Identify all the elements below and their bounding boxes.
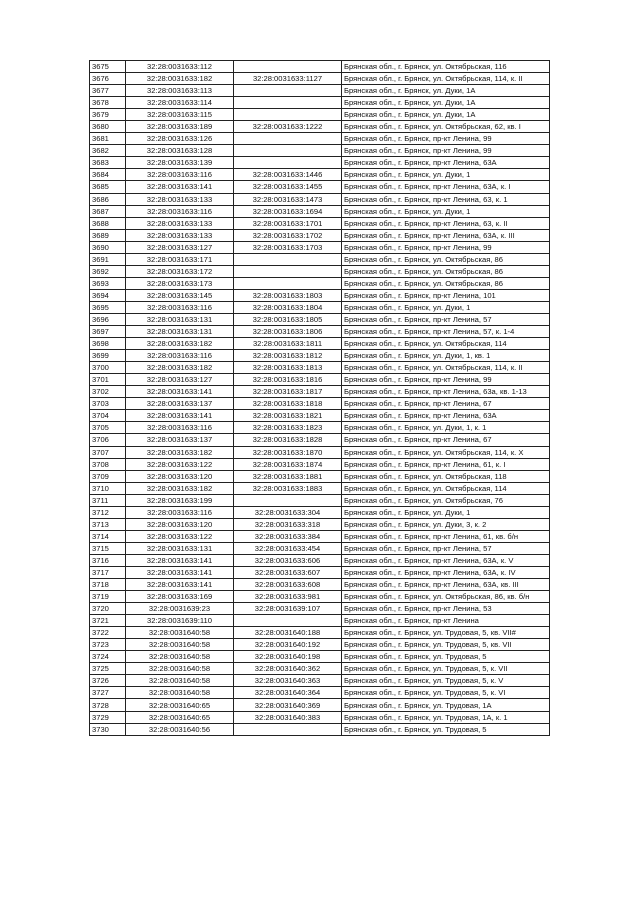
address-cell: Брянская обл., г. Брянск, пр-кт Ленина, 63, к. II (342, 217, 550, 229)
land-cadastral-number-cell: 32:28:0031633:127 (126, 374, 234, 386)
table-row (90, 229, 550, 241)
row-number-cell: 3723 (90, 639, 126, 651)
address-cell: Брянская обл., г. Брянск, ул. Трудовая, 1А (342, 699, 550, 711)
table-row (90, 121, 550, 133)
row-number-cell: 3679 (90, 109, 126, 121)
address-cell: Брянская обл., г. Брянск, ул. Октябрьская, 86 (342, 277, 550, 289)
land-cadastral-number-cell: 32:28:0031633:141 (126, 579, 234, 591)
object-cadastral-number-cell: 32:28:0031633:1881 (234, 470, 342, 482)
row-number-cell: 3722 (90, 627, 126, 639)
object-cadastral-number-cell (234, 85, 342, 97)
land-cadastral-number-cell: 32:28:0031640:65 (126, 699, 234, 711)
address-cell: Брянская обл., г. Брянск, ул. Октябрьская, 114, к. II (342, 362, 550, 374)
land-cadastral-number-cell: 32:28:0031639:110 (126, 615, 234, 627)
object-cadastral-number-cell: 32:28:0031633:384 (234, 530, 342, 542)
object-cadastral-number-cell: 32:28:0031633:1446 (234, 169, 342, 181)
land-cadastral-number-cell: 32:28:0031640:58 (126, 675, 234, 687)
row-number-cell: 3684 (90, 169, 126, 181)
object-cadastral-number-cell: 32:28:0031640:192 (234, 639, 342, 651)
address-cell: Брянская обл., г. Брянск, ул. Октябрьская, 86 (342, 265, 550, 277)
land-cadastral-number-cell: 32:28:0031633:182 (126, 73, 234, 85)
row-number-cell: 3677 (90, 85, 126, 97)
address-cell: Брянская обл., г. Брянск, пр-кт Ленина, 63А, кв. III (342, 579, 550, 591)
land-cadastral-number-cell: 32:28:0031633:126 (126, 133, 234, 145)
land-cadastral-number-cell: 32:28:0031639:23 (126, 603, 234, 615)
address-cell: Брянская обл., г. Брянск, пр-кт Ленина, 101 (342, 289, 550, 301)
table-row (90, 277, 550, 289)
land-cadastral-number-cell: 32:28:0031633:120 (126, 470, 234, 482)
object-cadastral-number-cell (234, 253, 342, 265)
address-cell: Брянская обл., г. Брянск, ул. Октябрьская, 76 (342, 494, 550, 506)
land-cadastral-number-cell: 32:28:0031633:114 (126, 97, 234, 109)
table-row (90, 97, 550, 109)
row-number-cell: 3706 (90, 434, 126, 446)
table-row (90, 169, 550, 181)
address-cell: Брянская обл., г. Брянск, ул. Октябрьская, 114, к. X (342, 446, 550, 458)
land-cadastral-number-cell: 32:28:0031633:137 (126, 434, 234, 446)
row-number-cell: 3709 (90, 470, 126, 482)
table-row (90, 145, 550, 157)
land-cadastral-number-cell: 32:28:0031633:182 (126, 338, 234, 350)
object-cadastral-number-cell: 32:28:0031633:1828 (234, 434, 342, 446)
object-cadastral-number-cell: 32:28:0031633:1818 (234, 398, 342, 410)
table-row (90, 410, 550, 422)
land-cadastral-number-cell: 32:28:0031633:173 (126, 277, 234, 289)
land-cadastral-number-cell: 32:28:0031633:139 (126, 157, 234, 169)
object-cadastral-number-cell: 32:28:0031640:362 (234, 663, 342, 675)
table-row (90, 615, 550, 627)
land-cadastral-number-cell: 32:28:0031633:116 (126, 422, 234, 434)
object-cadastral-number-cell: 32:28:0031633:981 (234, 591, 342, 603)
table-row (90, 338, 550, 350)
address-cell: Брянская обл., г. Брянск, ул. Октябрьская, 116 (342, 61, 550, 73)
table-row (90, 542, 550, 554)
object-cadastral-number-cell: 32:28:0031640:364 (234, 687, 342, 699)
object-cadastral-number-cell: 32:28:0031633:608 (234, 579, 342, 591)
object-cadastral-number-cell: 32:28:0031633:1811 (234, 338, 342, 350)
row-number-cell: 3692 (90, 265, 126, 277)
object-cadastral-number-cell: 32:28:0031640:363 (234, 675, 342, 687)
land-cadastral-number-cell: 32:28:0031633:115 (126, 109, 234, 121)
table-row (90, 554, 550, 566)
object-cadastral-number-cell: 32:28:0031640:198 (234, 651, 342, 663)
address-cell: Брянская обл., г. Брянск, ул. Трудовая, 5, к. VII (342, 663, 550, 675)
row-number-cell: 3682 (90, 145, 126, 157)
address-cell: Брянская обл., г. Брянск, ул. Октябрьская, 114 (342, 338, 550, 350)
row-number-cell: 3705 (90, 422, 126, 434)
object-cadastral-number-cell (234, 265, 342, 277)
land-cadastral-number-cell: 32:28:0031633:145 (126, 289, 234, 301)
row-number-cell: 3712 (90, 506, 126, 518)
table-row (90, 422, 550, 434)
table-row (90, 603, 550, 615)
object-cadastral-number-cell: 32:28:0031633:1805 (234, 313, 342, 325)
table-row (90, 651, 550, 663)
row-number-cell: 3719 (90, 591, 126, 603)
land-cadastral-number-cell: 32:28:0031633:131 (126, 542, 234, 554)
object-cadastral-number-cell: 32:28:0031633:1703 (234, 241, 342, 253)
address-cell: Брянская обл., г. Брянск, ул. Трудовая, 1А, к. 1 (342, 711, 550, 723)
land-cadastral-number-cell: 32:28:0031633:141 (126, 554, 234, 566)
address-cell: Брянская обл., г. Брянск, ул. Октябрьская, 114, к. II (342, 73, 550, 85)
address-cell: Брянская обл., г. Брянск, пр-кт Ленина, 99 (342, 241, 550, 253)
land-cadastral-number-cell: 32:28:0031633:169 (126, 591, 234, 603)
land-cadastral-number-cell: 32:28:0031633:131 (126, 313, 234, 325)
table-row (90, 109, 550, 121)
table-row (90, 85, 550, 97)
land-cadastral-number-cell: 32:28:0031633:141 (126, 181, 234, 193)
table-row (90, 217, 550, 229)
object-cadastral-number-cell: 32:28:0031633:1816 (234, 374, 342, 386)
address-cell: Брянская обл., г. Брянск, пр-кт Ленина, 61, кв. б/н (342, 530, 550, 542)
row-number-cell: 3721 (90, 615, 126, 627)
row-number-cell: 3688 (90, 217, 126, 229)
row-number-cell: 3715 (90, 542, 126, 554)
row-number-cell: 3727 (90, 687, 126, 699)
row-number-cell: 3707 (90, 446, 126, 458)
address-cell: Брянская обл., г. Брянск, пр-кт Ленина, 99 (342, 374, 550, 386)
land-cadastral-number-cell: 32:28:0031633:141 (126, 410, 234, 422)
row-number-cell: 3678 (90, 97, 126, 109)
object-cadastral-number-cell: 32:28:0031639:107 (234, 603, 342, 615)
object-cadastral-number-cell: 32:28:0031633:1870 (234, 446, 342, 458)
address-cell: Брянская обл., г. Брянск, пр-кт Ленина, 63А, к. I (342, 181, 550, 193)
table-row (90, 639, 550, 651)
row-number-cell: 3686 (90, 193, 126, 205)
address-cell: Брянская обл., г. Брянск, пр-кт Ленина, 63А, к. III (342, 229, 550, 241)
row-number-cell: 3685 (90, 181, 126, 193)
address-cell: Брянская обл., г. Брянск, ул. Октябрьская, 86, кв. б/н (342, 591, 550, 603)
row-number-cell: 3720 (90, 603, 126, 615)
address-cell: Брянская обл., г. Брянск, ул. Октябрьская, 114 (342, 482, 550, 494)
row-number-cell: 3700 (90, 362, 126, 374)
object-cadastral-number-cell (234, 615, 342, 627)
table-row (90, 157, 550, 169)
address-cell: Брянская обл., г. Брянск, пр-кт Ленина, 63А (342, 157, 550, 169)
object-cadastral-number-cell: 32:28:0031633:1701 (234, 217, 342, 229)
land-cadastral-number-cell: 32:28:0031633:128 (126, 145, 234, 157)
table-row (90, 289, 550, 301)
table-row (90, 627, 550, 639)
address-cell: Брянская обл., г. Брянск, пр-кт Ленина, 57 (342, 542, 550, 554)
address-cell: Брянская обл., г. Брянск, пр-кт Ленина, 67 (342, 398, 550, 410)
object-cadastral-number-cell: 32:28:0031633:1804 (234, 301, 342, 313)
row-number-cell: 3694 (90, 289, 126, 301)
row-number-cell: 3729 (90, 711, 126, 723)
table-row (90, 61, 550, 73)
object-cadastral-number-cell: 32:28:0031633:1455 (234, 181, 342, 193)
table-row (90, 253, 550, 265)
row-number-cell: 3724 (90, 651, 126, 663)
row-number-cell: 3676 (90, 73, 126, 85)
table-row (90, 350, 550, 362)
address-cell: Брянская обл., г. Брянск, ул. Дуки, 1 (342, 301, 550, 313)
land-cadastral-number-cell: 32:28:0031640:65 (126, 711, 234, 723)
table-row (90, 711, 550, 723)
row-number-cell: 3702 (90, 386, 126, 398)
row-number-cell: 3689 (90, 229, 126, 241)
table-row (90, 470, 550, 482)
row-number-cell: 3680 (90, 121, 126, 133)
object-cadastral-number-cell: 32:28:0031633:454 (234, 542, 342, 554)
land-cadastral-number-cell: 32:28:0031633:120 (126, 518, 234, 530)
object-cadastral-number-cell (234, 723, 342, 735)
address-cell: Брянская обл., г. Брянск, ул. Трудовая, 5 (342, 651, 550, 663)
table-row (90, 326, 550, 338)
land-cadastral-number-cell: 32:28:0031633:116 (126, 301, 234, 313)
object-cadastral-number-cell: 32:28:0031633:1127 (234, 73, 342, 85)
table-row (90, 482, 550, 494)
row-number-cell: 3696 (90, 313, 126, 325)
table-row (90, 73, 550, 85)
land-cadastral-number-cell: 32:28:0031633:171 (126, 253, 234, 265)
object-cadastral-number-cell (234, 157, 342, 169)
row-number-cell: 3695 (90, 301, 126, 313)
land-cadastral-number-cell: 32:28:0031633:182 (126, 446, 234, 458)
row-number-cell: 3691 (90, 253, 126, 265)
row-number-cell: 3690 (90, 241, 126, 253)
land-cadastral-number-cell: 32:28:0031633:133 (126, 217, 234, 229)
land-cadastral-number-cell: 32:28:0031633:141 (126, 386, 234, 398)
table-row (90, 530, 550, 542)
address-cell: Брянская обл., г. Брянск, ул. Дуки, 1, к. 1 (342, 422, 550, 434)
row-number-cell: 3704 (90, 410, 126, 422)
row-number-cell: 3713 (90, 518, 126, 530)
object-cadastral-number-cell: 32:28:0031633:1702 (234, 229, 342, 241)
land-cadastral-number-cell: 32:28:0031633:113 (126, 85, 234, 97)
address-cell: Брянская обл., г. Брянск, пр-кт Ленина, 61, к. I (342, 458, 550, 470)
address-cell: Брянская обл., г. Брянск, пр-кт Ленина, 57 (342, 313, 550, 325)
address-cell: Брянская обл., г. Брянск, пр-кт Ленина, 57, к. 1-4 (342, 326, 550, 338)
row-number-cell: 3710 (90, 482, 126, 494)
land-cadastral-number-cell: 32:28:0031640:58 (126, 639, 234, 651)
table-row (90, 398, 550, 410)
object-cadastral-number-cell: 32:28:0031633:1817 (234, 386, 342, 398)
register-table (89, 60, 550, 736)
object-cadastral-number-cell: 32:28:0031633:1806 (234, 326, 342, 338)
row-number-cell: 3701 (90, 374, 126, 386)
row-number-cell: 3717 (90, 566, 126, 578)
land-cadastral-number-cell: 32:28:0031640:58 (126, 687, 234, 699)
object-cadastral-number-cell: 32:28:0031633:1473 (234, 193, 342, 205)
land-cadastral-number-cell: 32:28:0031640:58 (126, 651, 234, 663)
address-cell: Брянская обл., г. Брянск, пр-кт Ленина, 63а, кв. 1-13 (342, 386, 550, 398)
land-cadastral-number-cell: 32:28:0031633:122 (126, 530, 234, 542)
land-cadastral-number-cell: 32:28:0031633:199 (126, 494, 234, 506)
row-number-cell: 3683 (90, 157, 126, 169)
address-cell: Брянская обл., г. Брянск, пр-кт Ленина, 63А, к. V (342, 554, 550, 566)
row-number-cell: 3687 (90, 205, 126, 217)
object-cadastral-number-cell (234, 145, 342, 157)
land-cadastral-number-cell: 32:28:0031633:112 (126, 61, 234, 73)
row-number-cell: 3730 (90, 723, 126, 735)
address-cell: Брянская обл., г. Брянск, ул. Трудовая, 5, кв. VII (342, 639, 550, 651)
land-cadastral-number-cell: 32:28:0031633:116 (126, 169, 234, 181)
address-cell: Брянская обл., г. Брянск, ул. Трудовая, 5 (342, 723, 550, 735)
land-cadastral-number-cell: 32:28:0031633:182 (126, 362, 234, 374)
address-cell: Брянская обл., г. Брянск, ул. Октябрьская, 118 (342, 470, 550, 482)
row-number-cell: 3716 (90, 554, 126, 566)
address-cell: Брянская обл., г. Брянск, ул. Трудовая, 5, кв. VII# (342, 627, 550, 639)
object-cadastral-number-cell (234, 277, 342, 289)
object-cadastral-number-cell: 32:28:0031640:369 (234, 699, 342, 711)
address-cell: Брянская обл., г. Брянск, пр-кт Ленина, 67 (342, 434, 550, 446)
table-row (90, 181, 550, 193)
address-cell: Брянская обл., г. Брянск, пр-кт Ленина (342, 615, 550, 627)
table-row (90, 518, 550, 530)
address-cell: Брянская обл., г. Брянск, ул. Трудовая, 5, к. V (342, 675, 550, 687)
land-cadastral-number-cell: 32:28:0031633:131 (126, 326, 234, 338)
address-cell: Брянская обл., г. Брянск, ул. Дуки, 1А (342, 97, 550, 109)
row-number-cell: 3675 (90, 61, 126, 73)
row-number-cell: 3711 (90, 494, 126, 506)
object-cadastral-number-cell: 32:28:0031633:318 (234, 518, 342, 530)
row-number-cell: 3699 (90, 350, 126, 362)
address-cell: Брянская обл., г. Брянск, ул. Трудовая, 5, к. VI (342, 687, 550, 699)
table-row (90, 458, 550, 470)
object-cadastral-number-cell: 32:28:0031633:304 (234, 506, 342, 518)
object-cadastral-number-cell: 32:28:0031633:1874 (234, 458, 342, 470)
object-cadastral-number-cell: 32:28:0031633:1813 (234, 362, 342, 374)
table-row (90, 675, 550, 687)
address-cell: Брянская обл., г. Брянск, пр-кт Ленина, 53 (342, 603, 550, 615)
table-row (90, 313, 550, 325)
table-row (90, 374, 550, 386)
land-cadastral-number-cell: 32:28:0031633:116 (126, 205, 234, 217)
address-cell: Брянская обл., г. Брянск, пр-кт Ленина, 99 (342, 145, 550, 157)
table-row (90, 699, 550, 711)
object-cadastral-number-cell: 32:28:0031640:188 (234, 627, 342, 639)
table-row (90, 301, 550, 313)
row-number-cell: 3703 (90, 398, 126, 410)
address-cell: Брянская обл., г. Брянск, ул. Дуки, 3, к. 2 (342, 518, 550, 530)
row-number-cell: 3693 (90, 277, 126, 289)
table-row (90, 506, 550, 518)
row-number-cell: 3681 (90, 133, 126, 145)
land-cadastral-number-cell: 32:28:0031633:141 (126, 566, 234, 578)
table-row (90, 723, 550, 735)
address-cell: Брянская обл., г. Брянск, ул. Октябрьская, 62, кв. I (342, 121, 550, 133)
table-row (90, 193, 550, 205)
table-row (90, 265, 550, 277)
land-cadastral-number-cell: 32:28:0031633:122 (126, 458, 234, 470)
address-cell: Брянская обл., г. Брянск, пр-кт Ленина, 99 (342, 133, 550, 145)
object-cadastral-number-cell: 32:28:0031633:1803 (234, 289, 342, 301)
object-cadastral-number-cell (234, 61, 342, 73)
object-cadastral-number-cell (234, 133, 342, 145)
land-cadastral-number-cell: 32:28:0031633:133 (126, 193, 234, 205)
table-row (90, 687, 550, 699)
address-cell: Брянская обл., г. Брянск, ул. Дуки, 1 (342, 506, 550, 518)
address-cell: Брянская обл., г. Брянск, пр-кт Ленина, 63, к. 1 (342, 193, 550, 205)
land-cadastral-number-cell: 32:28:0031640:56 (126, 723, 234, 735)
land-cadastral-number-cell: 32:28:0031633:172 (126, 265, 234, 277)
object-cadastral-number-cell (234, 97, 342, 109)
table-row (90, 566, 550, 578)
row-number-cell: 3726 (90, 675, 126, 687)
row-number-cell: 3697 (90, 326, 126, 338)
object-cadastral-number-cell: 32:28:0031633:1222 (234, 121, 342, 133)
table-row (90, 205, 550, 217)
row-number-cell: 3725 (90, 663, 126, 675)
table-row (90, 579, 550, 591)
object-cadastral-number-cell: 32:28:0031633:607 (234, 566, 342, 578)
object-cadastral-number-cell: 32:28:0031640:383 (234, 711, 342, 723)
land-cadastral-number-cell: 32:28:0031633:116 (126, 350, 234, 362)
object-cadastral-number-cell (234, 494, 342, 506)
land-cadastral-number-cell: 32:28:0031633:189 (126, 121, 234, 133)
land-cadastral-number-cell: 32:28:0031633:182 (126, 482, 234, 494)
land-cadastral-number-cell: 32:28:0031633:133 (126, 229, 234, 241)
address-cell: Брянская обл., г. Брянск, ул. Дуки, 1А (342, 85, 550, 97)
row-number-cell: 3708 (90, 458, 126, 470)
table-row (90, 386, 550, 398)
land-cadastral-number-cell: 32:28:0031633:127 (126, 241, 234, 253)
object-cadastral-number-cell: 32:28:0031633:1821 (234, 410, 342, 422)
table-row (90, 494, 550, 506)
row-number-cell: 3728 (90, 699, 126, 711)
object-cadastral-number-cell: 32:28:0031633:1883 (234, 482, 342, 494)
table-row (90, 133, 550, 145)
table-row (90, 663, 550, 675)
address-cell: Брянская обл., г. Брянск, ул. Дуки, 1А (342, 109, 550, 121)
object-cadastral-number-cell: 32:28:0031633:1812 (234, 350, 342, 362)
row-number-cell: 3698 (90, 338, 126, 350)
land-cadastral-number-cell: 32:28:0031640:58 (126, 663, 234, 675)
land-cadastral-number-cell: 32:28:0031640:58 (126, 627, 234, 639)
table-row (90, 241, 550, 253)
land-cadastral-number-cell: 32:28:0031633:116 (126, 506, 234, 518)
table-row (90, 362, 550, 374)
address-cell: Брянская обл., г. Брянск, ул. Дуки, 1 (342, 169, 550, 181)
address-cell: Брянская обл., г. Брянск, пр-кт Ленина, 63А, к. IV (342, 566, 550, 578)
row-number-cell: 3718 (90, 579, 126, 591)
register-table-body (90, 61, 550, 736)
address-cell: Брянская обл., г. Брянск, ул. Дуки, 1 (342, 205, 550, 217)
object-cadastral-number-cell: 32:28:0031633:1823 (234, 422, 342, 434)
row-number-cell: 3714 (90, 530, 126, 542)
object-cadastral-number-cell: 32:28:0031633:1694 (234, 205, 342, 217)
table-row (90, 434, 550, 446)
object-cadastral-number-cell (234, 109, 342, 121)
table-row (90, 446, 550, 458)
land-cadastral-number-cell: 32:28:0031633:137 (126, 398, 234, 410)
address-cell: Брянская обл., г. Брянск, пр-кт Ленина, 63А (342, 410, 550, 422)
object-cadastral-number-cell: 32:28:0031633:606 (234, 554, 342, 566)
table-row (90, 591, 550, 603)
address-cell: Брянская обл., г. Брянск, ул. Дуки, 1, кв. 1 (342, 350, 550, 362)
address-cell: Брянская обл., г. Брянск, ул. Октябрьская, 86 (342, 253, 550, 265)
